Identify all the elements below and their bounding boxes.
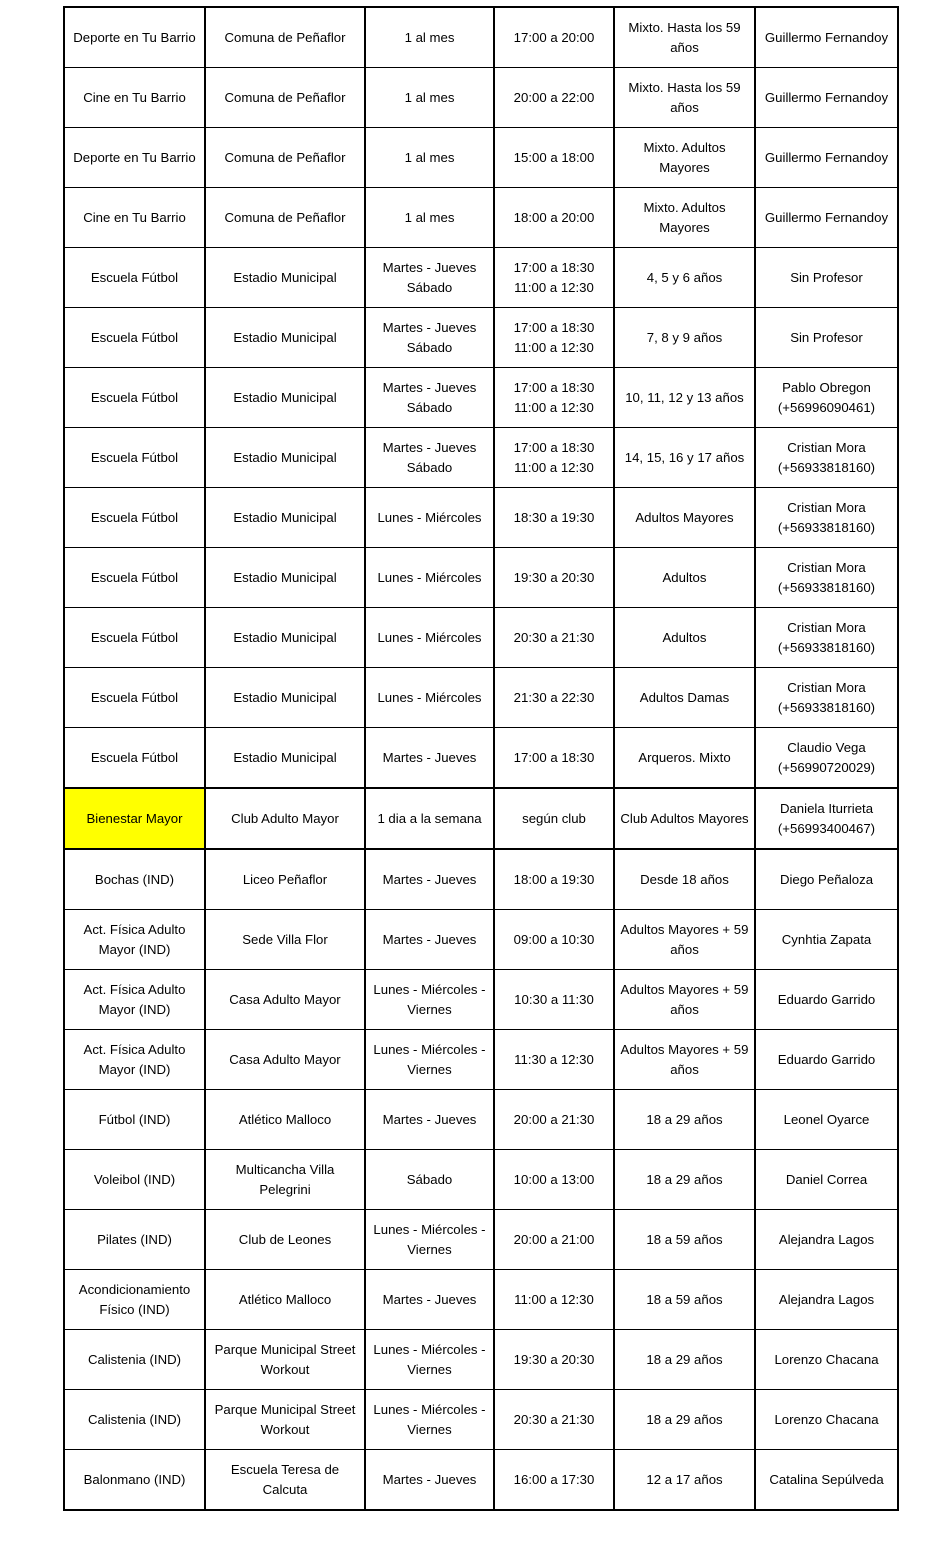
days-cell: Sábado xyxy=(365,1150,494,1210)
activity-cell: Voleibol (IND) xyxy=(64,1150,205,1210)
activity-cell: Escuela Fútbol xyxy=(64,428,205,488)
table-row xyxy=(64,1030,898,1090)
time-cell: 11:30 a 12:30 xyxy=(494,1030,614,1090)
table-row xyxy=(64,1090,898,1150)
audience-cell: Club Adultos Mayores xyxy=(614,788,755,849)
time-cell: 18:00 a 20:00 xyxy=(494,188,614,248)
time-cell: 20:00 a 21:00 xyxy=(494,1210,614,1270)
table-row xyxy=(64,1150,898,1210)
table-row xyxy=(64,548,898,608)
instructor-cell: Guillermo Fernandoy xyxy=(755,128,898,188)
time-cell: 20:30 a 21:30 xyxy=(494,608,614,668)
time-cell: 20:00 a 21:30 xyxy=(494,1090,614,1150)
time-cell: según club xyxy=(494,788,614,849)
table-row xyxy=(64,428,898,488)
location-cell: Estadio Municipal xyxy=(205,368,365,428)
audience-cell: Adultos Damas xyxy=(614,668,755,728)
location-cell: Multicancha Villa Pelegrini xyxy=(205,1150,365,1210)
instructor-cell: Alejandra Lagos xyxy=(755,1270,898,1330)
table-row xyxy=(64,668,898,728)
days-cell: Martes - Jueves xyxy=(365,728,494,789)
table-row xyxy=(64,1330,898,1390)
audience-cell: 18 a 29 años xyxy=(614,1150,755,1210)
location-cell: Comuna de Peñaflor xyxy=(205,68,365,128)
schedule-body xyxy=(64,7,898,1510)
days-cell: Lunes - Miércoles xyxy=(365,668,494,728)
table-row xyxy=(64,608,898,668)
instructor-cell: Cristian Mora (+56933818160) xyxy=(755,608,898,668)
time-cell: 17:00 a 18:30 11:00 a 12:30 xyxy=(494,248,614,308)
location-cell: Casa Adulto Mayor xyxy=(205,970,365,1030)
audience-cell: 18 a 29 años xyxy=(614,1330,755,1390)
time-cell: 17:00 a 18:30 xyxy=(494,728,614,789)
instructor-cell: Daniel Correa xyxy=(755,1150,898,1210)
time-cell: 18:00 a 19:30 xyxy=(494,849,614,910)
time-cell: 20:30 a 21:30 xyxy=(494,1390,614,1450)
activity-cell: Calistenia (IND) xyxy=(64,1330,205,1390)
instructor-cell: Sin Profesor xyxy=(755,248,898,308)
audience-cell: 10, 11, 12 y 13 años xyxy=(614,368,755,428)
days-cell: Martes - Jueves xyxy=(365,1270,494,1330)
location-cell: Comuna de Peñaflor xyxy=(205,7,365,68)
instructor-cell: Lorenzo Chacana xyxy=(755,1330,898,1390)
table-row xyxy=(64,1390,898,1450)
instructor-cell: Pablo Obregon (+56996090461) xyxy=(755,368,898,428)
location-cell: Club Adulto Mayor xyxy=(205,788,365,849)
instructor-cell: Cynhtia Zapata xyxy=(755,910,898,970)
activity-cell: Escuela Fútbol xyxy=(64,248,205,308)
schedule-table xyxy=(63,6,899,1511)
location-cell: Estadio Municipal xyxy=(205,728,365,789)
instructor-cell: Guillermo Fernandoy xyxy=(755,188,898,248)
time-cell: 21:30 a 22:30 xyxy=(494,668,614,728)
days-cell: Martes - Jueves Sábado xyxy=(365,428,494,488)
days-cell: 1 al mes xyxy=(365,7,494,68)
audience-cell: Desde 18 años xyxy=(614,849,755,910)
location-cell: Estadio Municipal xyxy=(205,488,365,548)
audience-cell: 14, 15, 16 y 17 años xyxy=(614,428,755,488)
location-cell: Sede Villa Flor xyxy=(205,910,365,970)
instructor-cell: Lorenzo Chacana xyxy=(755,1390,898,1450)
location-cell: Atlético Malloco xyxy=(205,1270,365,1330)
audience-cell: Adultos Mayores xyxy=(614,488,755,548)
days-cell: Lunes - Miércoles - Viernes xyxy=(365,1330,494,1390)
instructor-cell: Guillermo Fernandoy xyxy=(755,68,898,128)
location-cell: Estadio Municipal xyxy=(205,308,365,368)
instructor-cell: Guillermo Fernandoy xyxy=(755,7,898,68)
table-row xyxy=(64,970,898,1030)
activity-cell: Escuela Fútbol xyxy=(64,668,205,728)
days-cell: Martes - Jueves xyxy=(365,849,494,910)
activity-cell: Pilates (IND) xyxy=(64,1210,205,1270)
table-row xyxy=(64,188,898,248)
activity-cell: Escuela Fútbol xyxy=(64,608,205,668)
location-cell: Estadio Municipal xyxy=(205,548,365,608)
time-cell: 17:00 a 18:30 11:00 a 12:30 xyxy=(494,428,614,488)
location-cell: Estadio Municipal xyxy=(205,608,365,668)
days-cell: Martes - Jueves Sábado xyxy=(365,248,494,308)
table-row xyxy=(64,1450,898,1511)
activity-cell: Fútbol (IND) xyxy=(64,1090,205,1150)
audience-cell: 12 a 17 años xyxy=(614,1450,755,1511)
audience-cell: Adultos Mayores + 59 años xyxy=(614,970,755,1030)
table-row xyxy=(64,308,898,368)
table-row xyxy=(64,910,898,970)
time-cell: 17:00 a 20:00 xyxy=(494,7,614,68)
location-cell: Comuna de Peñaflor xyxy=(205,188,365,248)
table-row xyxy=(64,68,898,128)
instructor-cell: Claudio Vega (+56990720029) xyxy=(755,728,898,789)
audience-cell: Adultos Mayores + 59 años xyxy=(614,1030,755,1090)
instructor-cell: Alejandra Lagos xyxy=(755,1210,898,1270)
activity-cell: Deporte en Tu Barrio xyxy=(64,128,205,188)
time-cell: 17:00 a 18:30 11:00 a 12:30 xyxy=(494,368,614,428)
activity-cell: Calistenia (IND) xyxy=(64,1390,205,1450)
activity-cell: Cine en Tu Barrio xyxy=(64,68,205,128)
audience-cell: 7, 8 y 9 años xyxy=(614,308,755,368)
time-cell: 10:00 a 13:00 xyxy=(494,1150,614,1210)
days-cell: 1 al mes xyxy=(365,188,494,248)
activity-cell: Escuela Fútbol xyxy=(64,548,205,608)
days-cell: Lunes - Miércoles - Viernes xyxy=(365,970,494,1030)
table-row xyxy=(64,248,898,308)
activity-cell: Deporte en Tu Barrio xyxy=(64,7,205,68)
activity-cell: Escuela Fútbol xyxy=(64,308,205,368)
days-cell: Lunes - Miércoles - Viernes xyxy=(365,1030,494,1090)
time-cell: 11:00 a 12:30 xyxy=(494,1270,614,1330)
audience-cell: Mixto. Hasta los 59 años xyxy=(614,68,755,128)
audience-cell: 18 a 59 años xyxy=(614,1270,755,1330)
days-cell: Lunes - Miércoles xyxy=(365,548,494,608)
time-cell: 17:00 a 18:30 11:00 a 12:30 xyxy=(494,308,614,368)
location-cell: Casa Adulto Mayor xyxy=(205,1030,365,1090)
table-row xyxy=(64,849,898,910)
instructor-cell: Cristian Mora (+56933818160) xyxy=(755,428,898,488)
table-row xyxy=(64,1270,898,1330)
table-row xyxy=(64,728,898,789)
days-cell: Martes - Jueves xyxy=(365,910,494,970)
instructor-cell: Cristian Mora (+56933818160) xyxy=(755,548,898,608)
activity-cell: Escuela Fútbol xyxy=(64,488,205,548)
time-cell: 18:30 a 19:30 xyxy=(494,488,614,548)
audience-cell: Mixto. Adultos Mayores xyxy=(614,188,755,248)
activity-cell: Act. Física Adulto Mayor (IND) xyxy=(64,1030,205,1090)
location-cell: Club de Leones xyxy=(205,1210,365,1270)
table-row xyxy=(64,788,898,849)
instructor-cell: Cristian Mora (+56933818160) xyxy=(755,488,898,548)
table-row xyxy=(64,7,898,68)
days-cell: 1 al mes xyxy=(365,68,494,128)
table-row xyxy=(64,128,898,188)
days-cell: Lunes - Miércoles - Viernes xyxy=(365,1390,494,1450)
time-cell: 10:30 a 11:30 xyxy=(494,970,614,1030)
audience-cell: Adultos xyxy=(614,608,755,668)
location-cell: Estadio Municipal xyxy=(205,668,365,728)
location-cell: Comuna de Peñaflor xyxy=(205,128,365,188)
location-cell: Parque Municipal Street Workout xyxy=(205,1390,365,1450)
instructor-cell: Eduardo Garrido xyxy=(755,970,898,1030)
time-cell: 19:30 a 20:30 xyxy=(494,1330,614,1390)
time-cell: 16:00 a 17:30 xyxy=(494,1450,614,1511)
audience-cell: Arqueros. Mixto xyxy=(614,728,755,789)
days-cell: Martes - Jueves Sábado xyxy=(365,308,494,368)
activity-cell: Act. Física Adulto Mayor (IND) xyxy=(64,970,205,1030)
table-row xyxy=(64,488,898,548)
audience-cell: 18 a 29 años xyxy=(614,1090,755,1150)
time-cell: 20:00 a 22:00 xyxy=(494,68,614,128)
activity-cell: Escuela Fútbol xyxy=(64,368,205,428)
table-row xyxy=(64,368,898,428)
instructor-cell: Cristian Mora (+56933818160) xyxy=(755,668,898,728)
table-row xyxy=(64,1210,898,1270)
location-cell: Parque Municipal Street Workout xyxy=(205,1330,365,1390)
audience-cell: 4, 5 y 6 años xyxy=(614,248,755,308)
days-cell: Martes - Jueves xyxy=(365,1450,494,1511)
location-cell: Liceo Peñaflor xyxy=(205,849,365,910)
activity-cell: Act. Física Adulto Mayor (IND) xyxy=(64,910,205,970)
days-cell: Lunes - Miércoles xyxy=(365,608,494,668)
location-cell: Estadio Municipal xyxy=(205,248,365,308)
location-cell: Estadio Municipal xyxy=(205,428,365,488)
instructor-cell: Sin Profesor xyxy=(755,308,898,368)
audience-cell: Adultos Mayores + 59 años xyxy=(614,910,755,970)
instructor-cell: Leonel Oyarce xyxy=(755,1090,898,1150)
days-cell: Lunes - Miércoles xyxy=(365,488,494,548)
days-cell: Martes - Jueves xyxy=(365,1090,494,1150)
time-cell: 15:00 a 18:00 xyxy=(494,128,614,188)
activity-cell: Bienestar Mayor xyxy=(64,788,205,849)
activity-cell: Acondicionamiento Físico (IND) xyxy=(64,1270,205,1330)
time-cell: 19:30 a 20:30 xyxy=(494,548,614,608)
days-cell: 1 al mes xyxy=(365,128,494,188)
instructor-cell: Daniela Iturrieta (+56993400467) xyxy=(755,788,898,849)
activity-cell: Bochas (IND) xyxy=(64,849,205,910)
instructor-cell: Catalina Sepúlveda xyxy=(755,1450,898,1511)
instructor-cell: Diego Peñaloza xyxy=(755,849,898,910)
location-cell: Escuela Teresa de Calcuta xyxy=(205,1450,365,1511)
days-cell: Lunes - Miércoles - Viernes xyxy=(365,1210,494,1270)
activity-cell: Balonmano (IND) xyxy=(64,1450,205,1511)
days-cell: Martes - Jueves Sábado xyxy=(365,368,494,428)
audience-cell: Adultos xyxy=(614,548,755,608)
activity-cell: Escuela Fútbol xyxy=(64,728,205,789)
audience-cell: Mixto. Hasta los 59 años xyxy=(614,7,755,68)
activity-cell: Cine en Tu Barrio xyxy=(64,188,205,248)
location-cell: Atlético Malloco xyxy=(205,1090,365,1150)
time-cell: 09:00 a 10:30 xyxy=(494,910,614,970)
audience-cell: Mixto. Adultos Mayores xyxy=(614,128,755,188)
days-cell: 1 dia a la semana xyxy=(365,788,494,849)
instructor-cell: Eduardo Garrido xyxy=(755,1030,898,1090)
audience-cell: 18 a 59 años xyxy=(614,1210,755,1270)
audience-cell: 18 a 29 años xyxy=(614,1390,755,1450)
